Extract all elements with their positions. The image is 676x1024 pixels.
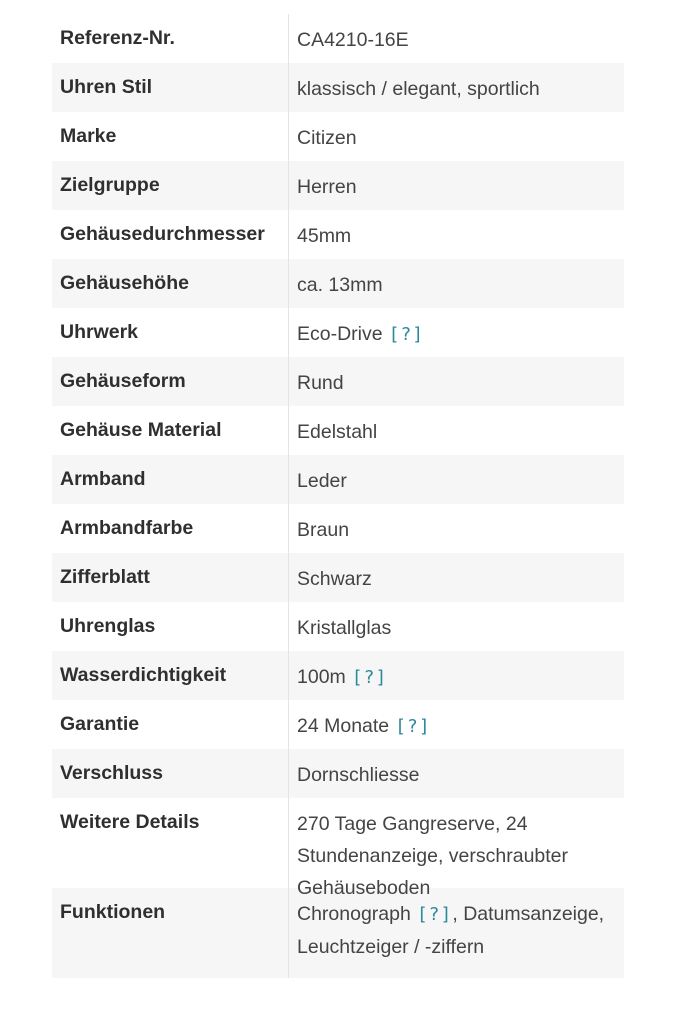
spec-row-referenz: [52, 14, 624, 63]
spec-value: [288, 14, 624, 63]
spec-value: [288, 888, 624, 978]
spec-value-text: Edelstahl: [297, 421, 378, 443]
spec-key: Gehäusehöhe: [60, 272, 189, 294]
spec-row-form: [52, 357, 624, 406]
spec-value: [288, 602, 624, 651]
spec-value-text: Schwarz: [297, 568, 372, 590]
spec-row-hoehe: [52, 259, 624, 308]
spec-value-text: Braun: [297, 519, 350, 541]
spec-row-durchmesser: [52, 210, 624, 259]
spec-row-wasserdichtigkeit: [52, 651, 624, 700]
spec-row-material: [52, 406, 624, 455]
spec-key: Gehäuse Material: [60, 419, 222, 441]
spec-value: [288, 308, 624, 357]
spec-value-text: Rund: [297, 372, 344, 394]
spec-value-text: Herren: [297, 176, 357, 198]
spec-row-zifferblatt: [52, 553, 624, 602]
spec-row-funktionen: [52, 888, 624, 978]
spec-value-text: 100m: [297, 666, 346, 688]
spec-value-text: Citizen: [297, 127, 357, 149]
spec-value: [288, 504, 624, 553]
spec-value: [288, 455, 624, 504]
spec-value-text: Chronograph: [297, 903, 411, 925]
spec-value: [288, 553, 624, 602]
spec-value: [288, 161, 624, 210]
spec-value-text: 24 Monate: [297, 715, 390, 737]
spec-row-zielgruppe: [52, 161, 624, 210]
spec-key: Weitere Details: [60, 811, 200, 833]
spec-key: Marke: [60, 125, 117, 147]
spec-value-text: ca. 13mm: [297, 274, 383, 296]
spec-value-text: Kristallglas: [297, 617, 392, 639]
spec-key: Funktionen: [60, 901, 166, 923]
spec-key: Zifferblatt: [60, 566, 150, 588]
spec-value: [288, 259, 624, 308]
spec-value-text: , Datumsanzeige, Leuchtzeiger / -ziffern: [297, 903, 605, 958]
spec-value: [288, 63, 624, 112]
spec-value: [288, 749, 624, 798]
spec-value-text: Eco-Drive: [297, 323, 383, 345]
help-link[interactable]: [?]: [351, 667, 388, 688]
help-link[interactable]: [?]: [395, 716, 431, 737]
help-link[interactable]: [?]: [416, 904, 453, 925]
spec-value: [288, 700, 624, 749]
spec-key: Uhren Stil: [60, 76, 153, 98]
spec-value: [288, 112, 624, 161]
spec-table: [52, 14, 624, 978]
spec-value: [288, 357, 624, 406]
spec-key: Uhrwerk: [60, 321, 139, 343]
spec-row-garantie: [52, 700, 624, 749]
spec-value-text: CA4210-16E: [297, 29, 409, 51]
spec-value-text: 45mm: [297, 225, 352, 247]
spec-value: [288, 798, 624, 899]
spec-key: Garantie: [60, 713, 140, 735]
spec-row-marke: [52, 112, 624, 161]
spec-value-text: 270 Tage Gangreserve, 24 Stundenanzeige, verschraubter Gehäuseboden: [297, 813, 569, 899]
spec-key: Gehäusedurchmesser: [60, 223, 265, 245]
spec-key: Referenz-Nr.: [60, 27, 175, 49]
spec-row-uhrenglas: [52, 602, 624, 651]
help-link[interactable]: [?]: [388, 324, 425, 345]
spec-key: Armband: [60, 468, 146, 490]
spec-value-text: Dornschliesse: [297, 764, 420, 786]
spec-key: Armbandfarbe: [60, 517, 194, 539]
spec-row-stil: [52, 63, 624, 112]
spec-value-text: Leder: [297, 470, 347, 492]
spec-row-verschluss: [52, 749, 624, 798]
spec-row-armbandfarbe: [52, 504, 624, 553]
spec-value: [288, 210, 624, 259]
spec-key: Wasserdichtigkeit: [60, 664, 227, 686]
spec-row-weitere-details: [52, 798, 624, 899]
spec-value: [288, 406, 624, 455]
spec-key: Verschluss: [60, 762, 163, 784]
spec-row-armband: [52, 455, 624, 504]
spec-value: [288, 651, 624, 700]
spec-key: Uhrenglas: [60, 615, 156, 637]
spec-value-text: klassisch / elegant, sportlich: [297, 78, 540, 100]
spec-row-uhrwerk: [52, 308, 624, 357]
spec-key: Gehäuseform: [60, 370, 186, 392]
spec-key: Zielgruppe: [60, 174, 160, 196]
